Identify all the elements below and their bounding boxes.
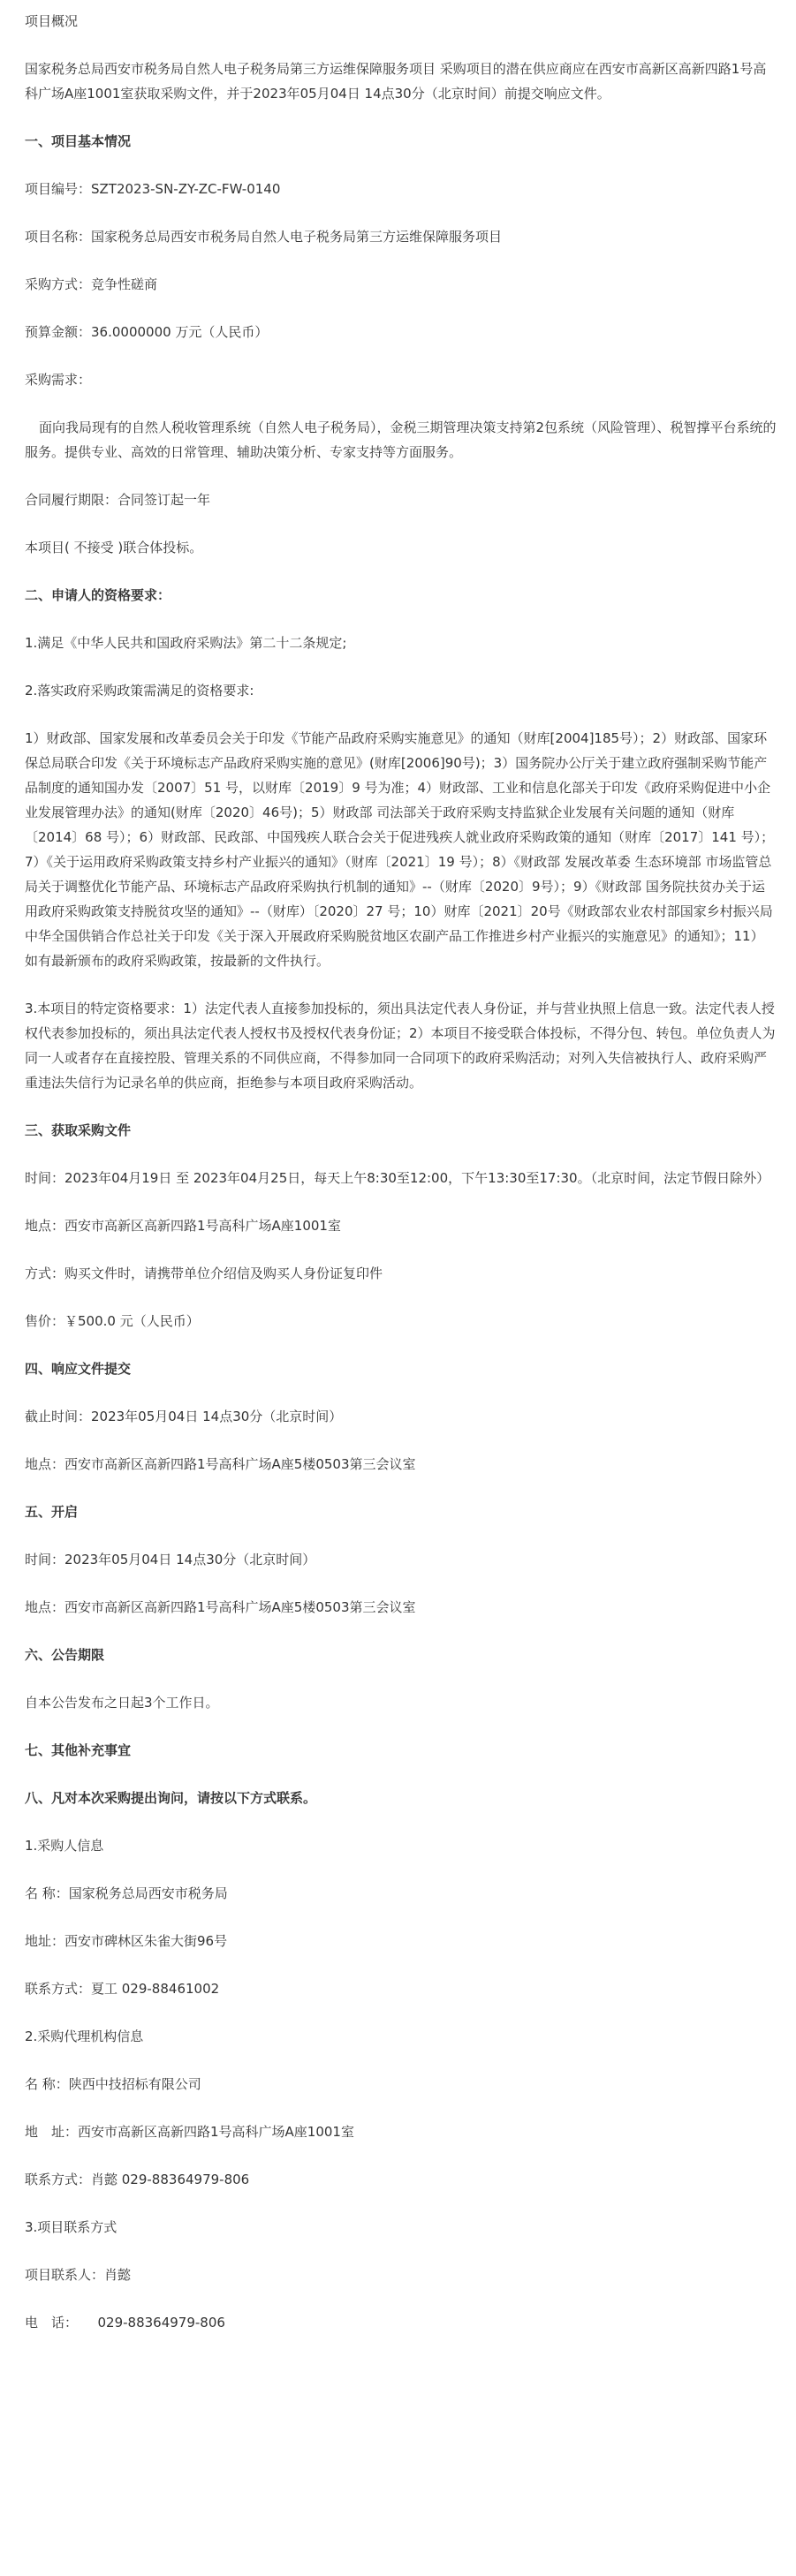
agency-title: 2.采购代理机构信息 — [25, 2028, 144, 2044]
demand-text: 面向我局现有的自然人税收管理系统（自然人电子税务局），金税三期管理决策支持第2包系统（风险管理）、税智撑平台系统的服务。提供专业、高效的日常管理、辅助决策分析、专家支持等方面服务。 — [25, 419, 777, 460]
project-contact-person: 项目联系人：肖懿 — [25, 2267, 132, 2283]
purchaser-name: 名 称：国家税务总局西安市税务局 — [25, 1885, 228, 1901]
document-price: 售价：￥500.0 元（人民币） — [25, 1313, 200, 1329]
section-3-heading: 三、获取采购文件 — [25, 1122, 132, 1138]
section-2-heading: 二、申请人的资格要求： — [25, 587, 171, 603]
section-1-heading: 一、项目基本情况 — [25, 133, 132, 149]
obtain-way: 方式：购买文件时，请携带单位介绍信及购买人身份证复印件 — [25, 1265, 383, 1281]
submit-place: 地点：西安市高新区高新四路1号高科广场A座5楼0503第三会议室 — [25, 1456, 416, 1472]
purchaser-contact: 联系方式：夏工 029-88461002 — [25, 1981, 220, 1997]
agency-name: 名 称：陕西中技招标有限公司 — [25, 2076, 201, 2092]
project-name: 项目名称：国家税务总局西安市税务局自然人电子税务局第三方运维保障服务项目 — [25, 229, 503, 245]
requirement-3: 3.本项目的特定资格要求：1）法定代表人直接参加投标的，须出具法定代表人身份证，并与营业执照上信息一致。法定代表人授权代表参加投标的，须出具法定代表人授权书及授权代表身份证；2）本项目不接受联合体投标，不得分包、转包。单位负责人为同一人或者存在直接控股、管理关系的不同供应商，不得参加同一合同项下的政府采购活动；对列入失信被执行人、政府采购严重违法失信行为记录名单的供应商，拒绝参与本项目政府采购活动。 — [25, 1001, 776, 1091]
consortium-note: 本项目( 不接受 )联合体投标。 — [25, 540, 203, 555]
budget-amount: 预算金额：36.0000000 万元（人民币） — [25, 324, 269, 340]
agency-contact: 联系方式：肖懿 029-88364979-806 — [25, 2172, 250, 2187]
section-7-heading: 七、其他补充事宜 — [25, 1742, 132, 1758]
project-number: 项目编号：SZT2023-SN-ZY-ZC-FW-0140 — [25, 181, 281, 197]
agency-address: 地 址：西安市高新区高新四路1号高科广场A座1001室 — [25, 2124, 354, 2140]
demand-label: 采购需求： — [25, 372, 92, 388]
purchaser-title: 1.采购人信息 — [25, 1838, 104, 1854]
section-8-heading: 八、凡对本次采购提出询问，请按以下方式联系。 — [25, 1790, 317, 1806]
opening-place: 地点：西安市高新区高新四路1号高科广场A座5楼0503第三会议室 — [25, 1599, 416, 1615]
contract-term: 合同履行期限：合同签订起一年 — [25, 492, 211, 508]
requirement-1: 1.满足《中华人民共和国政府采购法》第二十二条规定; — [25, 635, 347, 651]
requirement-2: 2.落实政府采购政策需满足的资格要求: — [25, 683, 254, 699]
purchaser-address: 地址：西安市碑林区朱雀大街96号 — [25, 1933, 228, 1949]
overview-title: 项目概况 — [25, 13, 79, 29]
opening-time: 时间：2023年05月04日 14点30分（北京时间） — [25, 1552, 316, 1568]
section-4-heading: 四、响应文件提交 — [25, 1361, 132, 1377]
project-contact-phone: 电 话： 029-88364979-806 — [25, 2315, 225, 2330]
obtain-time: 时间：2023年04月19日 至 2023年04月25日，每天上午8:30至12:00，下午13:30至17:30。（北京时间，法定节假日除外） — [25, 1170, 770, 1186]
procurement-method: 采购方式：竞争性磋商 — [25, 276, 158, 292]
section-6-heading: 六、公告期限 — [25, 1647, 105, 1663]
requirement-2-detail: 1）财政部、国家发展和改革委员会关于印发《节能产品政府采购实施意见》的通知（财库[2004]185号）；2）财政部、国家环保总局联合印发《关于环境标志产品政府采购实施的意见》(财库[2006]90号)；3）国务院办公厅关于建立政府强制采购节能产品制度的通知国办发〔2007〕51 号，以财库〔2019〕9 号为准；4）财政部、工业和信息化部关于印发《政府采购促进中小企业发展管理办法》的通知(财库〔2020〕46号)；5）财政部 司法部关于政府采购支持监狱企业发展有关问题的通知（财库〔2014〕68 号）；6）财政部、民政部、中国残疾人联合会关于促进残疾人就业政府采购政策的通知（财库〔2017〕141 号）；7）《关于运用政府采购政策支持乡村产业振兴的通知》（财库〔2021〕19 号）；8）《财政部 发展改革委 生态环境部 市场监管总局关于调整优化节能产品、环境标志产品政府采购执行机制的通知》--（财库〔2020〕9号）；9）《财政部 国务院扶贫办关于运用政府采购政策支持脱贫攻坚的通知》--（财库）〔2020〕27 号；10）财库〔2021〕20号《财政部农业农村部国家乡村振兴局中华全国供销合作总社关于印发《关于深入开展政府采购脱贫地区农副产品工作推进乡村产业振兴的实施意见》的通知》；11）如有最新颁布的政府采购政策，按最新的文件执行。 — [25, 730, 775, 969]
overview-text: 国家税务总局西安市税务局自然人电子税务局第三方运维保障服务项目 采购项目的潜在供应商应在西安市高新区高新四路1号高科广场A座1001室获取采购文件，并于2023年05月04日 14点30分（北京时间）前提交响应文件。 — [25, 61, 767, 102]
obtain-place: 地点：西安市高新区高新四路1号高科广场A座1001室 — [25, 1218, 341, 1234]
project-contact-title: 3.项目联系方式 — [25, 2219, 118, 2235]
submit-deadline: 截止时间：2023年05月04日 14点30分（北京时间） — [25, 1409, 343, 1424]
notice-period: 自本公告发布之日起3个工作日。 — [25, 1695, 219, 1711]
section-5-heading: 五、开启 — [25, 1504, 79, 1520]
